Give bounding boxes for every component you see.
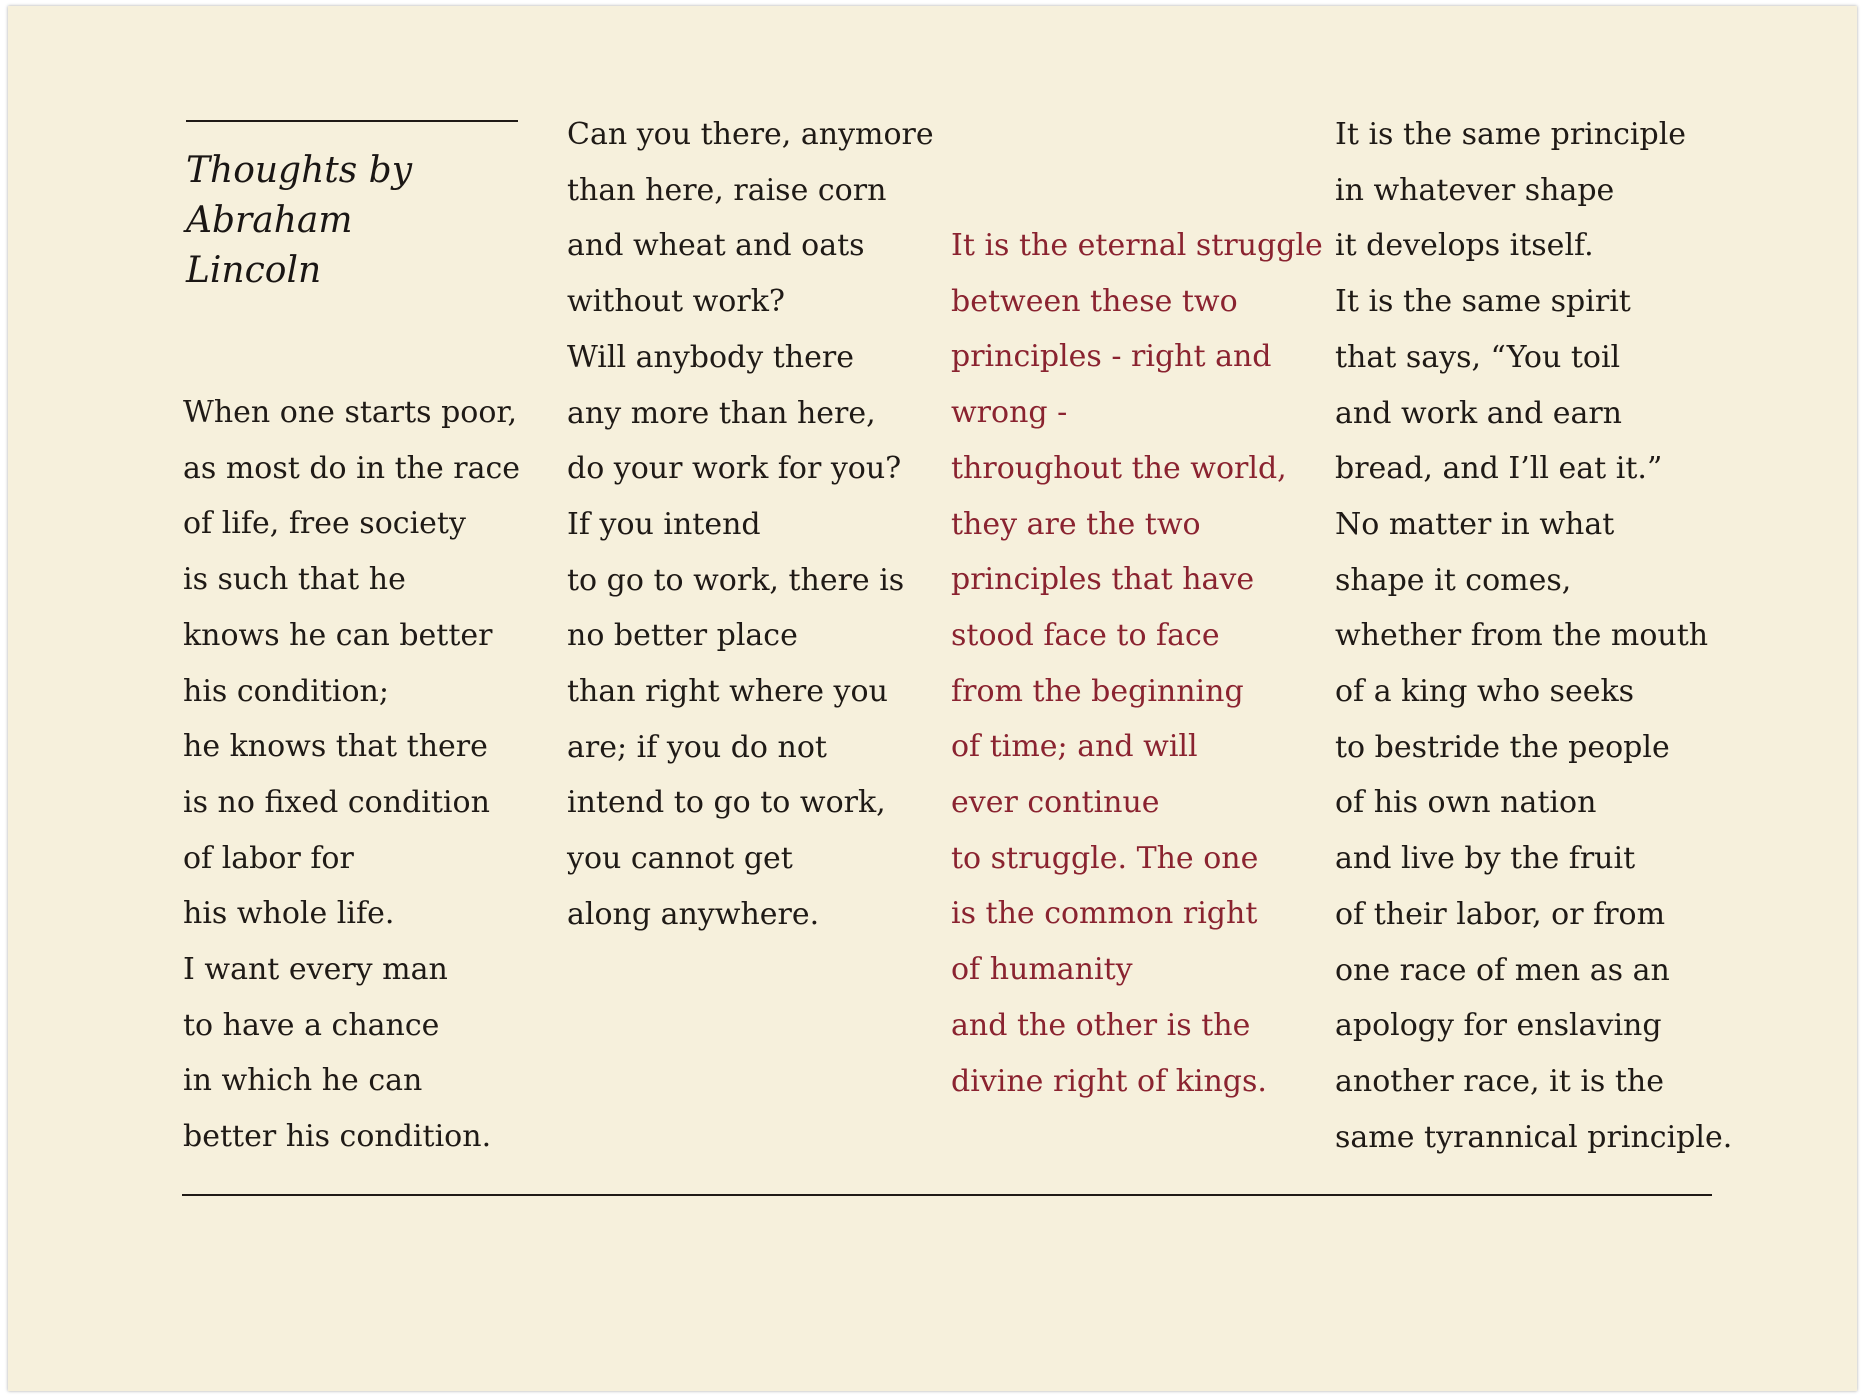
text-line: is no fixed condition bbox=[183, 784, 490, 820]
text-line: any more than here, bbox=[567, 395, 876, 431]
text-line: shape it comes, bbox=[1335, 562, 1572, 598]
text-line: without work? bbox=[567, 284, 785, 320]
text-line: throughout the world, bbox=[951, 450, 1287, 486]
text-line: ever continue bbox=[951, 785, 1160, 821]
text-line: and live by the fruit bbox=[1335, 841, 1636, 877]
text-line: stood face to face bbox=[951, 617, 1220, 653]
text-line: better his condition. bbox=[183, 1119, 492, 1155]
text-line: in whatever shape bbox=[1335, 172, 1615, 208]
text-line: principles that have bbox=[951, 562, 1255, 598]
text-line: same tyrannical principle. bbox=[1335, 1119, 1733, 1155]
text-line: It is the eternal struggle bbox=[951, 228, 1323, 263]
text-line: whether from the mouth bbox=[1335, 618, 1709, 654]
title-line: Lincoln bbox=[186, 250, 322, 291]
text-line: If you intend bbox=[567, 506, 761, 542]
text-line: that says, “You toil bbox=[1335, 339, 1621, 375]
printed-broadside bbox=[8, 6, 1857, 1391]
text-line: principles - right and bbox=[951, 339, 1272, 375]
text-line: of his own nation bbox=[1335, 785, 1597, 821]
text-line: of a king who seeks bbox=[1335, 674, 1635, 710]
text-line: are; if you do not bbox=[567, 729, 827, 765]
text-line: of life, free society bbox=[183, 506, 466, 542]
text-line: to go to work, there is bbox=[567, 562, 905, 598]
text-line: than right where you bbox=[567, 674, 888, 710]
text-line: to bestride the people bbox=[1335, 729, 1670, 765]
text-line: another race, it is the bbox=[1335, 1063, 1664, 1099]
bottom-rule bbox=[182, 1194, 1712, 1196]
text-line: along anywhere. bbox=[567, 896, 820, 932]
text-line: intend to go to work, bbox=[567, 785, 886, 821]
text-line: do your work for you? bbox=[567, 451, 902, 487]
text-line: to struggle. The one bbox=[951, 840, 1259, 876]
text-line: between these two bbox=[951, 283, 1238, 319]
title-line: Thoughts by bbox=[186, 150, 413, 191]
text-line: one race of men as an bbox=[1335, 952, 1670, 988]
text-line: of their labor, or from bbox=[1335, 896, 1666, 932]
text-line: than here, raise corn bbox=[567, 172, 887, 208]
text-line: bread, and I’ll eat it.” bbox=[1335, 451, 1663, 487]
title-line: Abraham bbox=[186, 200, 353, 241]
text-line: Can you there, anymore bbox=[567, 117, 934, 152]
text-line: When one starts poor, bbox=[183, 395, 518, 430]
text-line: of labor for bbox=[183, 840, 354, 876]
text-line: It is the same spirit bbox=[1335, 284, 1631, 320]
text-line: is such that he bbox=[183, 562, 406, 598]
text-line: It is the same principle bbox=[1335, 117, 1687, 152]
text-line: and the other is the bbox=[951, 1007, 1251, 1043]
text-line: wrong - bbox=[951, 395, 1068, 431]
text-line: knows he can better bbox=[183, 617, 493, 653]
text-column-3-red bbox=[951, 218, 1323, 1109]
text-line: and wheat and oats bbox=[567, 228, 865, 264]
text-line: he knows that there bbox=[183, 729, 488, 765]
text-line: of humanity bbox=[951, 952, 1133, 988]
text-line: No matter in what bbox=[1335, 506, 1615, 542]
text-line: from the beginning bbox=[951, 673, 1244, 709]
text-line: Will anybody there bbox=[567, 339, 854, 375]
top-rule bbox=[186, 120, 518, 122]
text-line: divine right of kings. bbox=[951, 1063, 1267, 1099]
text-line: and work and earn bbox=[1335, 395, 1622, 431]
title-block bbox=[186, 146, 506, 296]
text-column-2 bbox=[567, 107, 934, 943]
text-line: apology for enslaving bbox=[1335, 1008, 1662, 1044]
text-line: no better place bbox=[567, 618, 798, 654]
text-line: his condition; bbox=[183, 673, 389, 709]
text-line: they are the two bbox=[951, 506, 1201, 542]
text-line: of time; and will bbox=[951, 729, 1198, 765]
text-line: to have a chance bbox=[183, 1007, 440, 1043]
text-line: in which he can bbox=[183, 1063, 423, 1099]
text-line: it develops itself. bbox=[1335, 228, 1594, 264]
text-line: as most do in the race bbox=[183, 450, 521, 486]
text-line: his whole life. bbox=[183, 896, 395, 932]
text-column-4 bbox=[1335, 107, 1732, 1165]
text-line: I want every man bbox=[183, 952, 448, 988]
text-line: you cannot get bbox=[567, 841, 793, 877]
text-line: is the common right bbox=[951, 896, 1258, 932]
text-column-1 bbox=[183, 385, 520, 1165]
